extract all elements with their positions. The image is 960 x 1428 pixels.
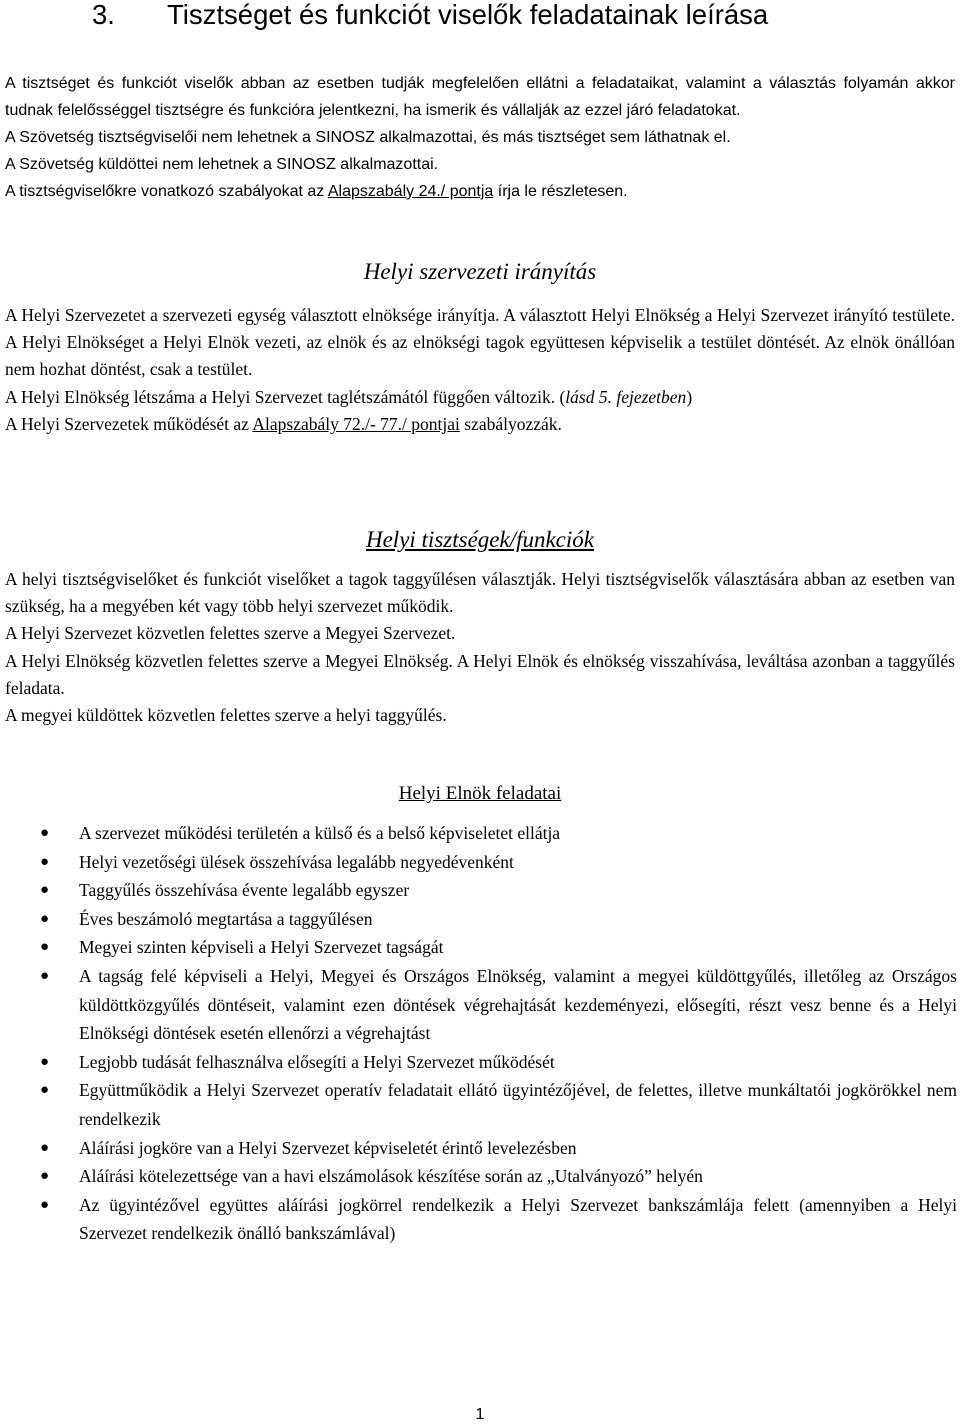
intro-paragraph-1: A tisztséget és funkciót viselők abban az esetben tudják megfelelően ellátni a feladataikat, valamint a választás folyamán akkor tudnak felelősséggel tisztségre és funkcióra jelentkezni, ha ismerik és vállalják az ezzel járó feladatokat. [5,75,955,119]
section1-paragraph-1: A Helyi Szervezetet a szervezeti egység választott elnöksége irányítja. A választott Helyi Elnökség a Helyi Szervezet irányító testülete. A Helyi Elnökséget a Helyi Elnök vezeti, az elnök és az elnökségi tagok együttesen képviselik a testület döntését. Az elnök önállóan nem hozhat döntést, csak a testület. [5,305,955,380]
bullet-icon: ● [40,825,50,841]
section1-p3-tail: szabályozzák. [459,413,562,434]
intro-paragraph-3: A Szövetség küldöttei nem lehetnek a SINOSZ alkalmazottai. [5,156,439,173]
list-item [40,876,957,905]
list-item [40,1162,957,1191]
section-heading-helyi-szervezeti-iranyitas: Helyi szervezeti irányítás [363,259,597,284]
section2-paragraph-3: A Helyi Elnökség közvetlen felettes szerve a Megyei Elnökség. A Helyi Elnök és elnökség visszahívása, leváltása azonban a taggyűlés feladata. [5,650,955,698]
list-item-text: Legjobb tudását felhasználva elősegíti a Helyi Szervezet működését [79,1051,555,1072]
alapszabaly-72-77-link[interactable]: Alapszabály 72./- 77./ pontjai [252,413,460,434]
section1-paragraph-3 [5,411,955,438]
section2-paragraph-4: A megyei küldöttek közvetlen felettes szerve a helyi taggyűlés. [5,705,447,726]
intro-p4-text: A tisztségviselőkre vonatkozó szabályokat az [5,183,328,200]
list-item [40,1134,957,1163]
list-item [40,848,957,877]
bullet-icon: ● [40,882,50,899]
section-heading-helyi-elnok-feladatai: Helyi Elnök feladatai [398,783,562,804]
chapter-5-reference: lásd 5. fejezetben [565,386,687,407]
list-item-text: Együttműködik a Helyi Szervezet operatív feladatait ellátó ügyintézőjével, de felettes, illetve munkáltatói jogkörökkel nem rendelkezik [79,1080,957,1129]
chapter-heading [92,0,768,30]
bullet-icon: ● [40,853,50,870]
section2-body [5,566,955,729]
list-item-text: A szervezet működési területén a külső és a belső képviseletet ellátja [79,823,561,843]
section1-paragraph-2 [5,384,955,411]
section-heading-helyi-tisztsegek: Helyi tisztségek/funkciók [365,527,594,552]
duties-list [40,819,957,1248]
section2-paragraph-2: A Helyi Szervezet közvetlen felettes szerve a Megyei Szervezet. [5,623,456,644]
list-item-text: A tagság felé képviseli a Helyi, Megyei és Országos Elnökség, valamint a megyei küldöttgyűlés, illetőleg az Országos küldöttközgyűlés döntéseit, valamint ezen döntések végrehajtását kezdeményezi, elősegíti, részt vesz benne és a Helyi Elnökségi döntések esetén ellenőrzi a végrehajtást [79,965,957,1044]
intro-section [5,70,955,205]
list-item [40,962,957,1048]
list-item [40,1076,957,1133]
bullet-icon: ● [40,1139,50,1156]
bullet-icon: ● [40,910,50,927]
section1-p2-text: A Helyi Elnökség létszáma a Helyi Szervezet taglétszámától függően változik. ( [5,386,566,407]
alapszabaly-24-link[interactable]: Alapszabály 24./ pontja [327,183,494,200]
bullet-icon: ● [40,967,50,984]
list-item-text: Aláírási jogköre van a Helyi Szervezet képviseletét érintő levelezésben [79,1137,577,1158]
intro-paragraph-4 [5,178,955,205]
section1-p3-text: A Helyi Szervezetek működését az [5,413,253,434]
bullet-icon: ● [40,1082,50,1099]
list-item [40,819,957,848]
bullet-icon: ● [40,1196,50,1213]
page-number: 1 [475,1406,485,1423]
list-item-text: Megyei szinten képviseli a Helyi Szervezet tagságát [79,937,444,958]
list-item-text: Taggyűlés összehívása évente legalább egyszer [79,880,410,901]
list-item-text: Aláírási kötelezettsége van a havi elszámolások készítése során az „Utalványozó” helyén [79,1166,703,1187]
bullet-icon: ● [40,939,50,956]
bullet-icon: ● [40,1168,50,1185]
list-item-text: Az ügyintézővel együttes aláírási jogkörrel rendelkezik a Helyi Szervezet bankszámlája felett (amennyiben a Helyi Szervezet rendelkezik önálló bankszámlával) [79,1194,957,1244]
intro-p4-tail: írja le részletesen. [493,183,628,200]
section1-body [5,302,955,438]
list-item [40,905,957,934]
chapter-number: 3. [92,0,115,30]
list-item [40,1048,957,1077]
intro-paragraph-2: A Szövetség tisztségviselői nem lehetnek a SINOSZ alkalmazottai, és más tisztséget sem láthatnak el. [5,129,731,146]
list-item-text: Éves beszámoló megtartása a taggyűlésen [79,908,373,929]
section1-p2-tail: ) [686,386,693,407]
list-item [40,1191,957,1248]
section2-paragraph-1: A helyi tisztségviselőket és funkciót viselőket a tagok taggyűlésen választják. Helyi tisztségviselők választására abban az esetben van szükség, ha a megyében két vagy több helyi szervezet működik. [5,569,955,617]
bullet-icon: ● [40,1053,50,1070]
list-item [40,933,957,962]
chapter-title: Tisztséget és funkciót viselők feladatainak leírása [167,0,769,30]
list-item-text: Helyi vezetőségi ülések összehívása legalább negyedévenként [79,851,514,872]
